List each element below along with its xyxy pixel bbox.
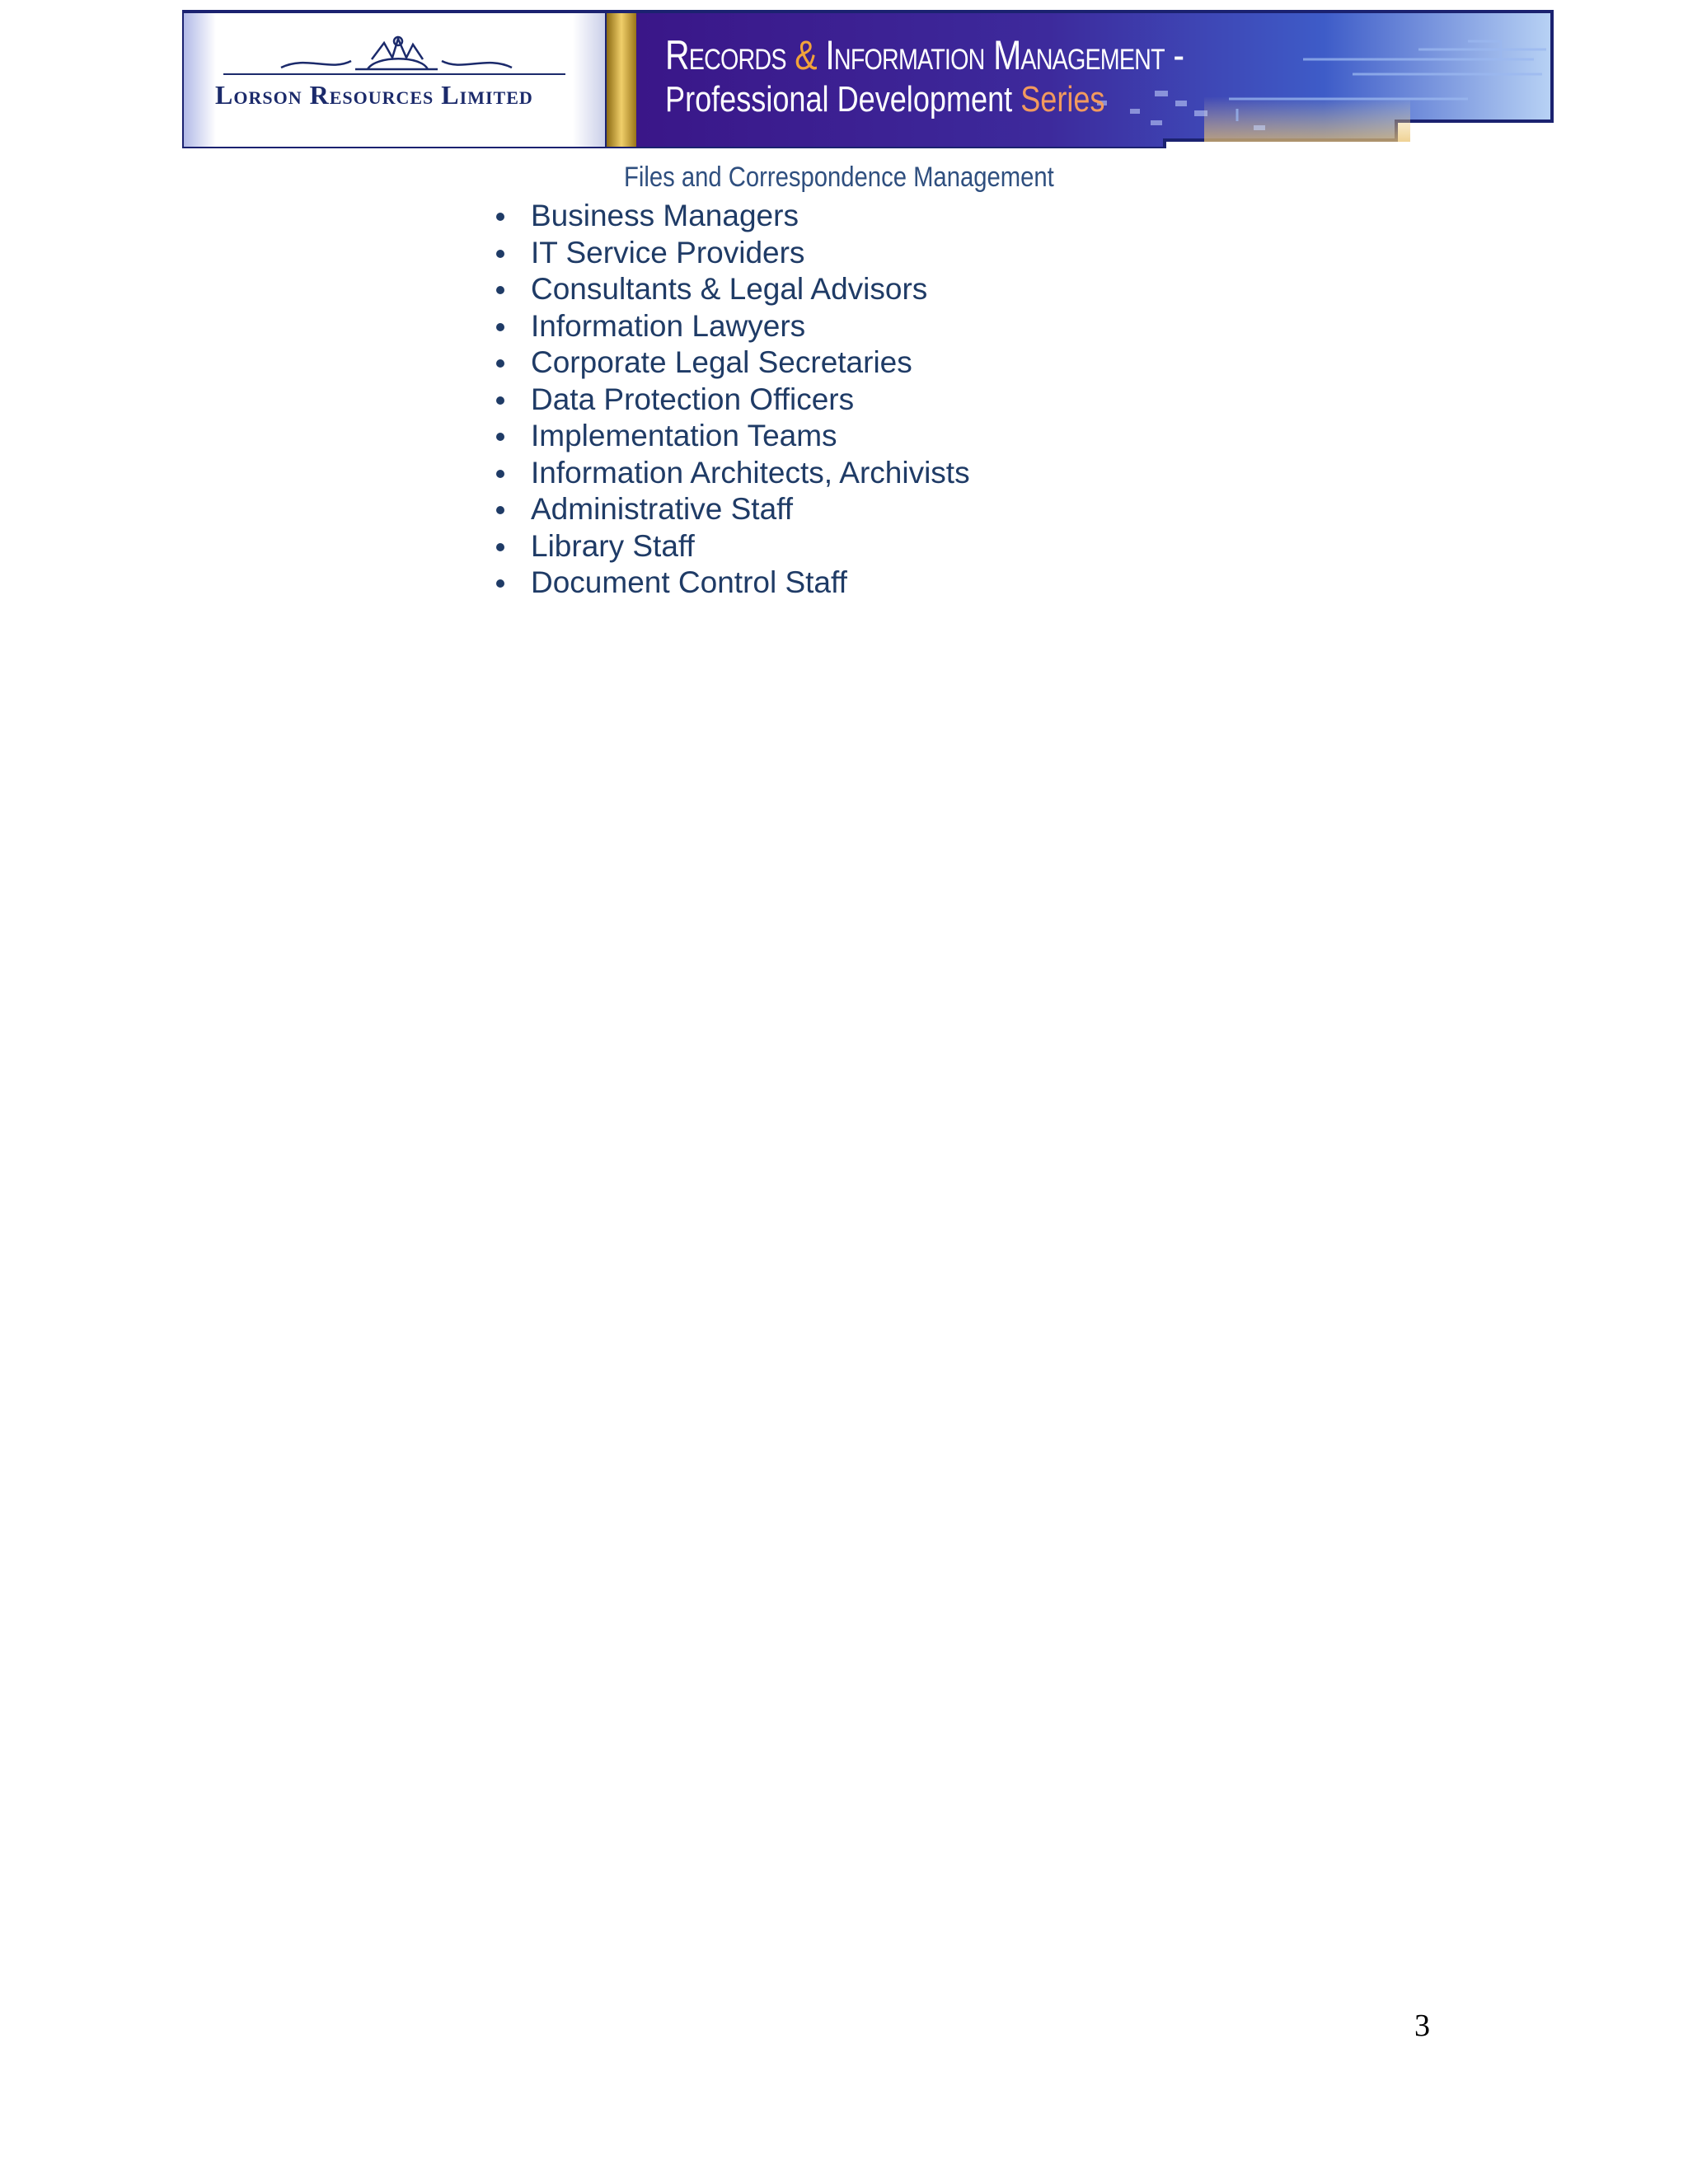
bullet-icon: [496, 543, 504, 551]
list-item-text: Document Control Staff: [531, 565, 847, 599]
header-banner: [182, 10, 1554, 148]
bullet-icon: [496, 359, 504, 368]
page-number: 3: [1414, 2008, 1430, 2043]
list-item: [495, 198, 970, 235]
bullet-icon: [496, 506, 504, 514]
list-item: [495, 271, 970, 308]
banner-title: [665, 31, 1184, 79]
list-item: [495, 308, 970, 345]
audience-list: [495, 198, 970, 602]
list-item-text: Implementation Teams: [531, 419, 837, 452]
document-subtitle: Files and Correspondence Management: [624, 162, 1054, 193]
list-item-text: Corporate Legal Secretaries: [531, 345, 912, 379]
bullet-icon: [496, 396, 504, 405]
list-item-text: Consultants & Legal Advisors: [531, 272, 928, 306]
banner-title-part1: Records: [665, 32, 795, 78]
bullet-icon: [496, 213, 504, 221]
list-item: [495, 382, 970, 419]
bullet-icon: [496, 323, 504, 331]
list-item-text: Administrative Staff: [531, 492, 794, 526]
company-name: Lorson Resources Limited: [215, 80, 533, 110]
list-item: [495, 455, 970, 492]
list-item-text: Library Staff: [531, 528, 695, 563]
bullet-icon: [496, 286, 504, 294]
bullet-icon: [496, 250, 504, 258]
list-item-text: IT Service Providers: [531, 235, 805, 269]
list-item: [495, 528, 970, 565]
bullet-icon: [496, 433, 504, 441]
list-item-text: Information Architects, Archivists: [531, 455, 970, 490]
list-item: [495, 565, 970, 602]
bullet-icon: [496, 470, 504, 478]
list-item-text: Information Lawyers: [531, 308, 806, 343]
banner-subtitle-series: Series: [1020, 79, 1105, 120]
list-item: [495, 344, 970, 382]
list-item: [495, 235, 970, 272]
list-item-text: Data Protection Officers: [531, 382, 855, 416]
list-item: [495, 418, 970, 455]
banner-subtitle-part1: Professional Development: [665, 79, 1021, 120]
list-item: [495, 491, 970, 528]
bullet-icon: [496, 579, 504, 588]
banner-title-ampersand: &: [795, 32, 817, 78]
banner-subtitle: [665, 79, 1104, 120]
banner-title-part2: Information Management -: [816, 32, 1184, 78]
list-item-text: Business Managers: [531, 199, 799, 232]
